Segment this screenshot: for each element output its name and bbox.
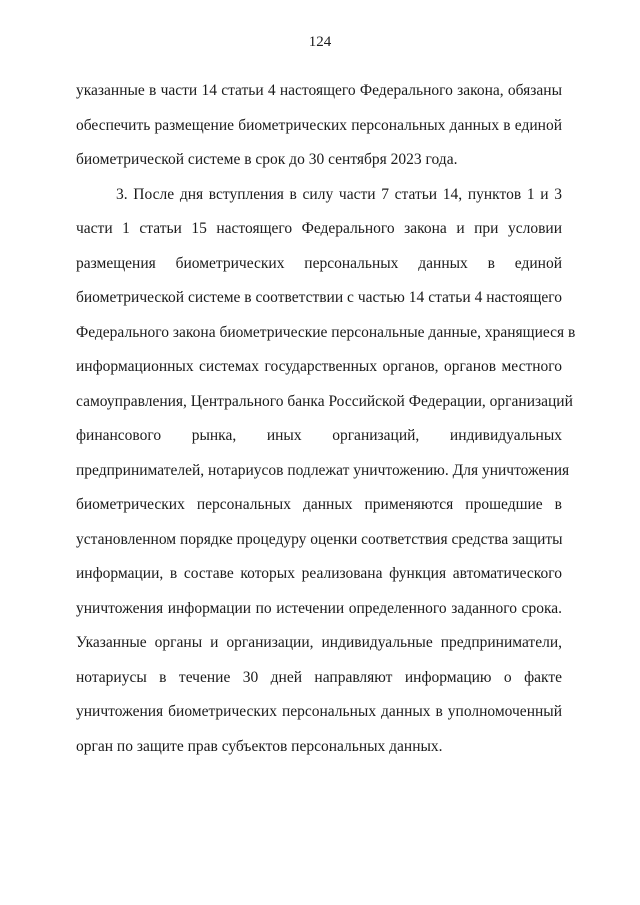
text-line: Указанные органы и организации, индивидуальные предприниматели, xyxy=(76,634,562,651)
text-line: уничтожения информации по истечении определенного заданного срока. xyxy=(76,599,562,617)
text-line: финансового рынка, иных организаций, индивидуальных xyxy=(76,427,562,444)
text-line: нотариусы в течение 30 дней направляют информацию о факте xyxy=(76,668,562,686)
text-line: биометрических персональных данных применяются прошедшие в xyxy=(76,496,562,513)
text-line: указанные в части 14 статьи 4 настоящего Федерального закона, обязаны xyxy=(76,82,562,99)
paragraph-continuation xyxy=(76,74,562,178)
text-line: предпринимателей, нотариусов подлежат уничтожению. Для уничтожения xyxy=(76,461,570,479)
text-line: установленном порядке процедуру оценки соответствия средства защиты xyxy=(76,530,563,548)
text-line: информации, в составе которых реализована функция автоматического xyxy=(76,565,562,582)
text-line: уничтожения биометрических персональных данных в уполномоченный xyxy=(76,703,562,720)
text-line: самоуправления, Центрального банка Российской Федерации, организаций xyxy=(76,392,573,410)
text-line: Федерального закона биометрические персональные данные, хранящиеся в xyxy=(76,323,576,341)
paragraph-item-3 xyxy=(76,178,576,765)
page-number: 124 xyxy=(308,34,332,50)
text-line: информационных системах государственных органов, органов местного xyxy=(76,358,562,375)
text-line: обеспечить размещение биометрических персональных данных в единой xyxy=(76,116,562,134)
document-body xyxy=(76,74,576,764)
text-line: орган по защите прав субъектов персональных данных. xyxy=(76,737,443,755)
text-line: биометрической системе в соответствии с частью 14 статьи 4 настоящего xyxy=(76,289,562,306)
text-line: биометрической системе в срок до 30 сентября 2023 года. xyxy=(76,151,458,168)
text-line: размещения биометрических персональных данных в единой xyxy=(76,254,562,272)
text-line: части 1 статьи 15 настоящего Федерального закона и при условии xyxy=(76,220,562,237)
text-line: 3. После дня вступления в силу части 7 статьи 14, пунктов 1 и 3 xyxy=(116,185,562,203)
